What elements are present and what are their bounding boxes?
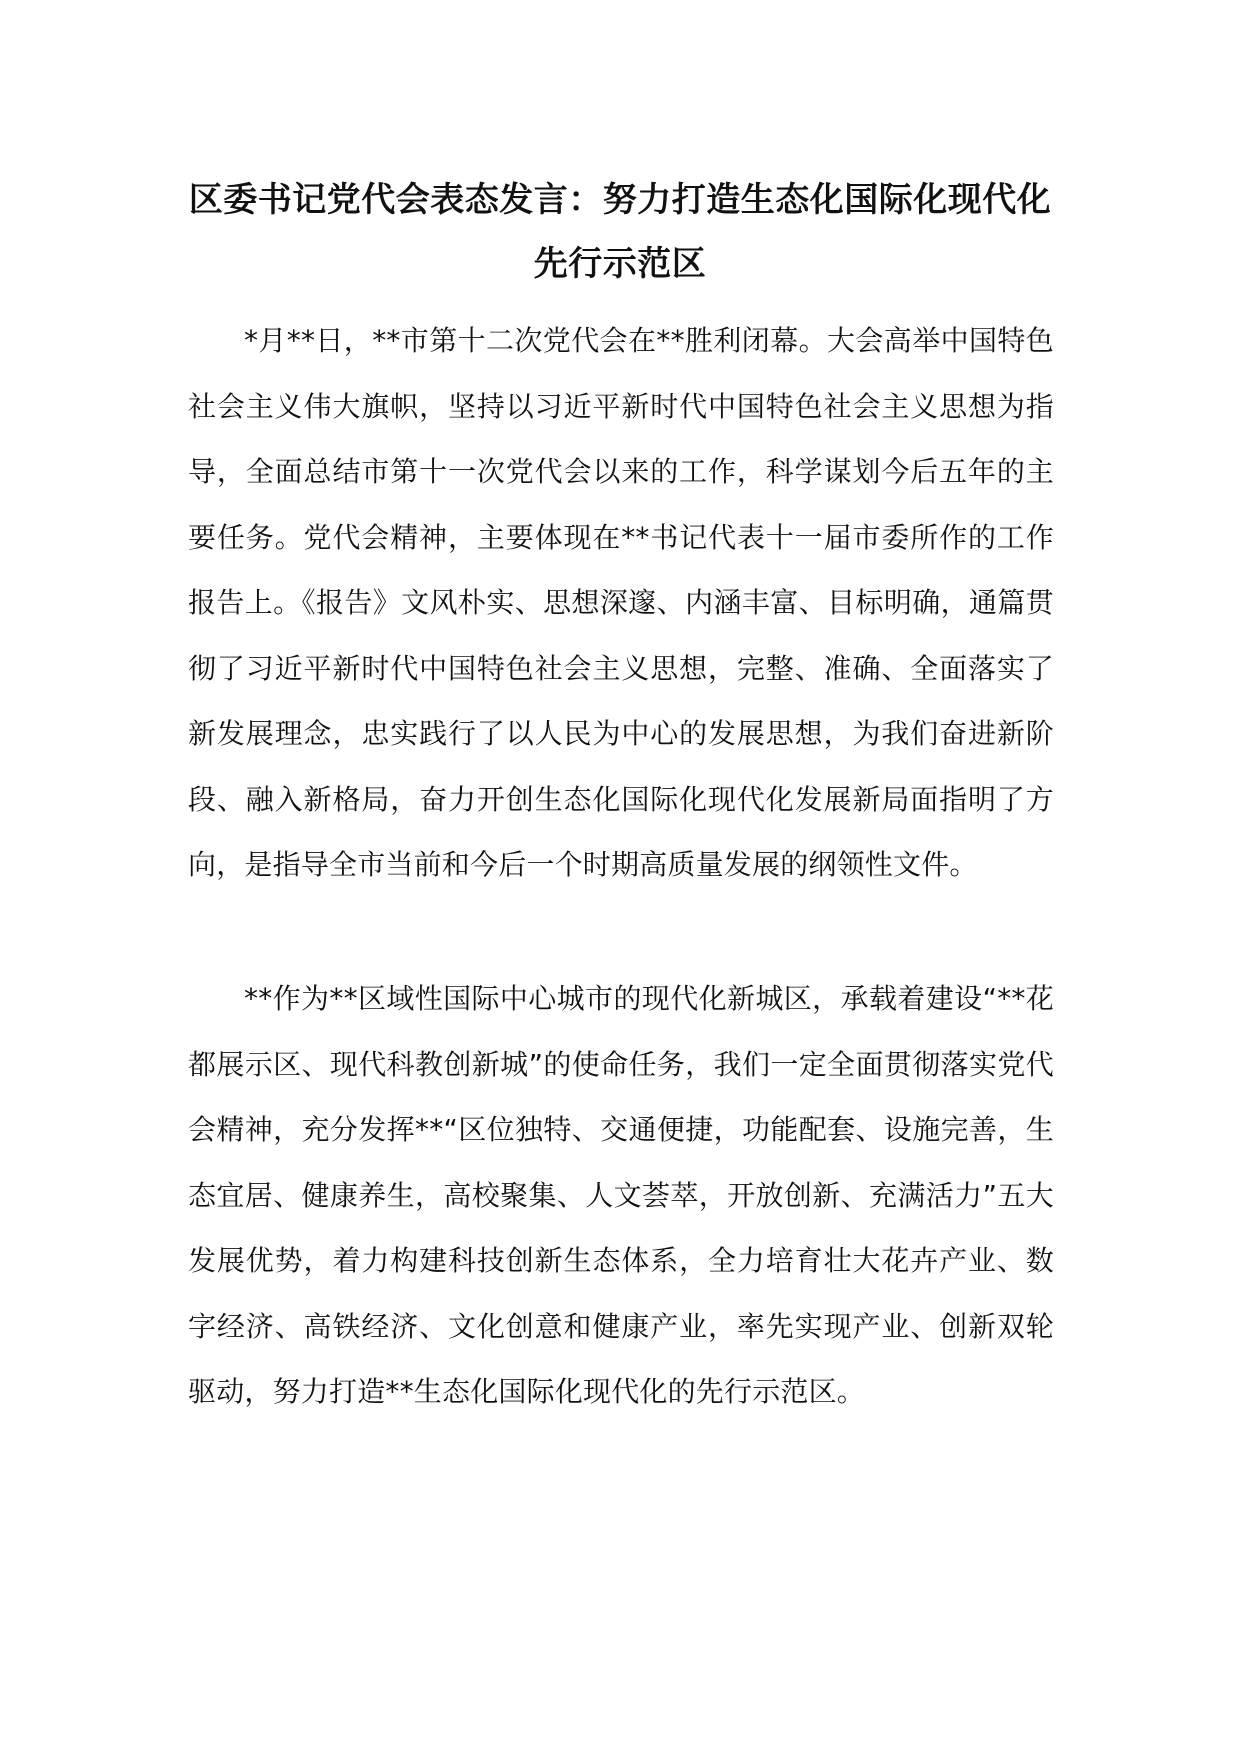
- title-line-1: 区委书记党代会表态发言：努力打造生态化国际化现代化: [188, 180, 1052, 220]
- title-line-2: 先行示范区: [533, 244, 707, 284]
- paragraph-1: *月**日，**市第十二次党代会在**胜利闭幕。大会高举中国特色社会主义伟大旗帜，坚持以习近平新时代中国特色社会主义思想为指导，全面总结市第十一次党代会以来的工作，科学谋划今后五年的主要任务。党代会精神，主要体现在**书记代表十一届市委所作的工作报告上。《报告》文风朴实、思想深邃、内涵丰富、目标明确，通篇贯彻了习近平新时代中国特色社会主义思想，完整、准确、全面落实了新发展理念，忠实践行了以人民为中心的发展思想，为我们奋进新阶段、融入新格局，奋力开创生态化国际化现代化发展新局面指明了方向，是指导全市当前和今后一个时期高质量发展的纲领性文件。: [188, 324, 1054, 881]
- paragraph-2: **作为**区域性国际中心城市的现代化新城区，承载着建设“**花都展示区、现代科教创新城”的使命任务，我们一定全面贯彻落实党代会精神，充分发挥**“区位独特、交通便捷，功能配套、设施完善，生态宜居、健康养生，高校聚集、人文荟萃，开放创新、充满活力”五大发展优势，着力构建科技创新生态体系，全力培育壮大花卉产业、数字经济、高铁经济、文化创意和健康产业，率先实现产业、创新双轮驱动，努力打造**生态化国际化现代化的先行示范区。: [188, 982, 1054, 1408]
- document-title: [150, 168, 1090, 296]
